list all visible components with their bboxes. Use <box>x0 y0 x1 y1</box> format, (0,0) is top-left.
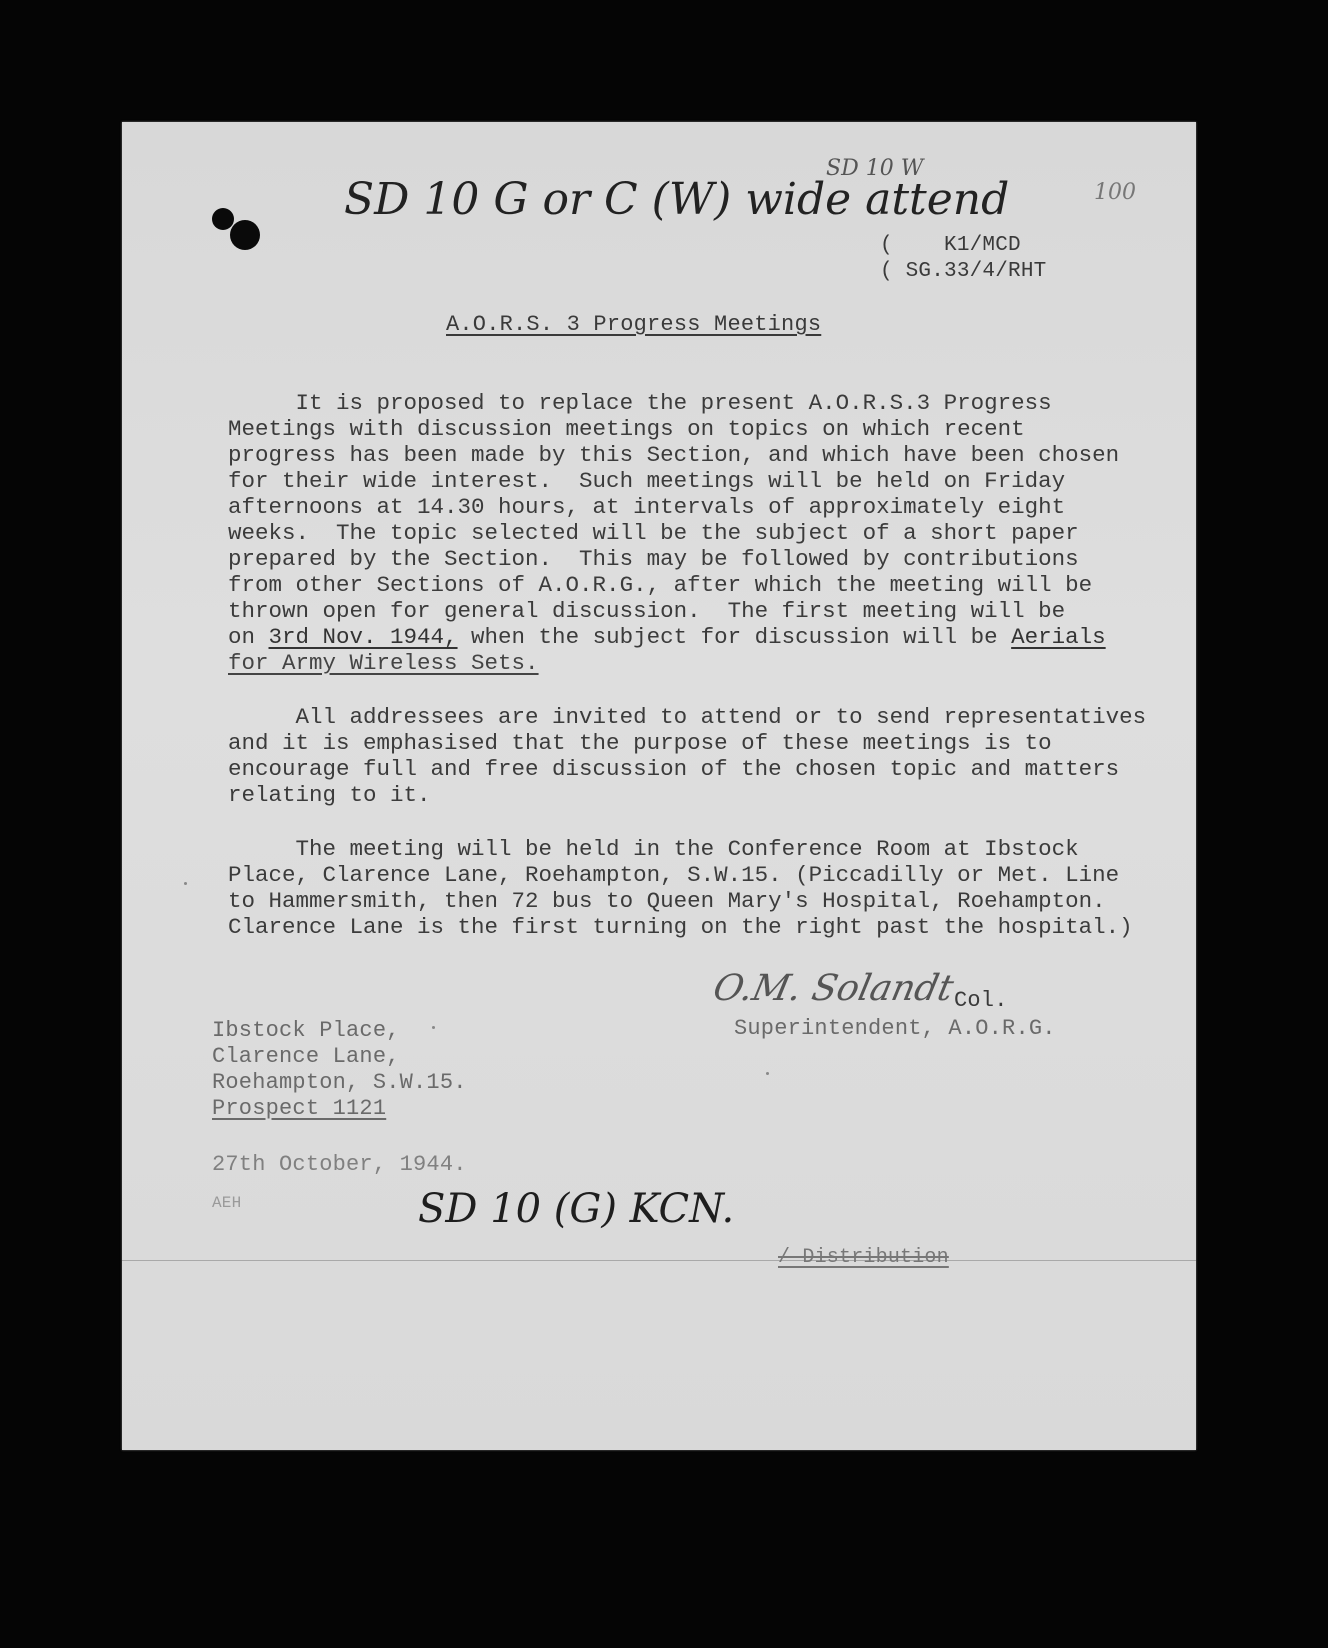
divider-line <box>122 1260 1196 1261</box>
address-line: Clarence Lane, <box>212 1044 400 1069</box>
ink-blot <box>212 208 234 230</box>
text-line: progress has been made by this Section, and which have been chosen <box>228 442 1120 468</box>
document-title: A.O.R.S. 3 Progress Meetings <box>446 312 822 337</box>
meeting-subject: Aerials <box>1011 624 1106 650</box>
text-line: All addressees are invited to attend or to send representatives <box>228 704 1147 730</box>
text-line: to Hammersmith, then 72 bus to Queen Mary's Hospital, Roehampton. <box>228 888 1106 914</box>
text-line: prepared by the Section. This may be followed by contributions <box>228 546 1079 572</box>
text-line: Place, Clarence Lane, Roehampton, S.W.15. (Piccadilly or Met. Line <box>228 862 1120 888</box>
signature-rank: Col. <box>954 988 1008 1013</box>
reference-line: ( K1/MCD <box>880 234 1021 257</box>
text-line: thrown open for general discussion. The first meeting will be <box>228 598 1066 624</box>
meeting-subject-continued: for Army Wireless Sets. <box>228 650 539 676</box>
typist-initials: AEH <box>212 1194 242 1212</box>
text-line: Meetings with discussion meetings on topics on which recent <box>228 416 1025 442</box>
text-line: The meeting will be held in the Conference Room at Ibstock <box>228 836 1079 862</box>
meeting-date: 3rd Nov. 1944, <box>268 624 458 650</box>
telephone-number: Prospect 1121 <box>212 1096 387 1121</box>
text-line: Clarence Lane is the first turning on the right past the hospital.) <box>228 914 1133 940</box>
address-line: Roehampton, S.W.15. <box>212 1070 467 1095</box>
distribution-label: / Distribution <box>778 1246 949 1269</box>
reference-sg: SG.33/4/RHT <box>905 260 1047 283</box>
paper-speck <box>432 1026 435 1029</box>
address-line: Ibstock Place, <box>212 1018 400 1043</box>
document-page <box>122 122 1196 1450</box>
folio-number: 100 <box>1094 180 1136 205</box>
handwritten-footer: SD 10 (G) KCN. <box>418 1186 735 1232</box>
paper-speck <box>766 1072 769 1075</box>
signature-title: Superintendent, A.O.R.G. <box>734 1016 1056 1041</box>
text-line: and it is emphasised that the purpose of these meetings is to <box>228 730 1052 756</box>
text-line: for their wide interest. Such meetings will be held on Friday <box>228 468 1066 494</box>
text-line-meeting-date: on 3rd Nov. 1944, when the subject for discussion will be Aerials <box>228 624 1106 650</box>
handwritten-header: SD 10 G or C (W) wide attend <box>344 174 1010 225</box>
reference-line: ( SG.33/4/RHT <box>880 260 1047 283</box>
text-line: weeks. The topic selected will be the subject of a short paper <box>228 520 1079 546</box>
document-date: 27th October, 1944. <box>212 1152 467 1177</box>
paper-speck <box>184 882 187 885</box>
reference-k1: K1/MCD <box>944 234 1021 257</box>
handwritten-signature: O.M. Solandt <box>709 968 957 1009</box>
text-line: afternoons at 14.30 hours, at intervals of approximately eight <box>228 494 1066 520</box>
text-line: from other Sections of A.O.R.G., after which the meeting will be <box>228 572 1093 598</box>
text-line: relating to it. <box>228 782 431 808</box>
handwritten-superscript: SD 10 W <box>826 156 924 181</box>
ink-blot <box>230 220 260 250</box>
text-line: It is proposed to replace the present A.O.R.S.3 Progress <box>228 390 1052 416</box>
text-line: encourage full and free discussion of the chosen topic and matters <box>228 756 1120 782</box>
